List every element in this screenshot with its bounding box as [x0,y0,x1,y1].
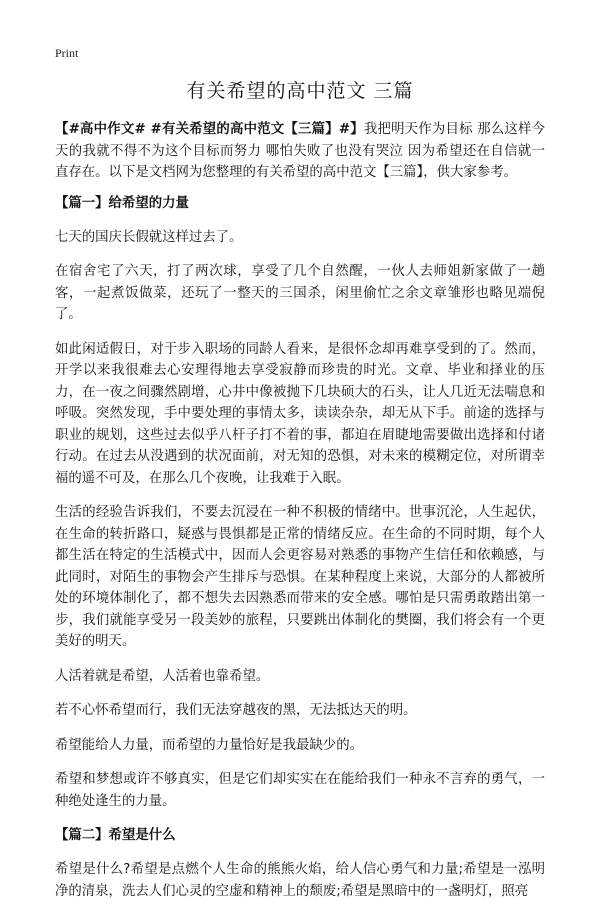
document-title: 有关希望的高中范文 三篇 [186,80,414,102]
section-heading-1: 【篇一】给希望的力量 [55,195,189,211]
document-body [55,119,545,915]
intro-text: 我把明天作为目标 那么这样今天的我就不得不为这个目标而努力 哪怕失败了也没有哭泣 因为希望还在自信就一直存在。以下是文档网为您整理的有关希望的高中范文【三篇】，供大家参考。 [55,122,545,180]
section-heading-2: 【篇二】希望是什么 [55,828,176,843]
paragraph: 希望能给人力量，而希望的力量恰好是我最缺少的。 [55,737,363,753]
paragraph: 生活的经验告诉我们，不要去沉浸在一种不积极的情绪中。世事沉沦，人生起伏，在生命的转折路口，疑惑与畏惧都是正常的情绪反应。在生命的不同时期，每个人都生活在特定的生活模式中，因而人会更容易对熟悉的事物产生信任和依赖感，与此同时，对陌生的事物会产生排斥与恐惧。在某种程度上来说，大部分的人都被所处的环境体制化了，都不想失去因熟悉而带来的安全感。哪怕是只需勇敢踏出第一步，我们就能享受另一段美妙的旅程，只要跳出体制化的樊圈，我们将会有一个更美好的明天。 [55,505,545,649]
paragraph: 希望是什么?希望是点燃个人生命的熊熊火焰，给人信心勇气和力量;希望是一泓明净的清泉，洗去人们心灵的空虚和精神上的颓废;希望是黑暗中的一盏明灯，照亮 [55,862,545,899]
paragraph: 若不心怀希望而行，我们无法穿越夜的黑，无法抵达天的明。 [55,703,417,718]
paragraph: 人活着就是希望，人活着也靠希望。 [55,668,270,684]
paragraph: 如此闲适假日，对于步入职场的同龄人看来，是很怀念却再难享受到的了。然而，开学以来我很难去心安理得地去享受寂静而珍贵的时光。文章、毕业和择业的压力，在一夜之间骤然剧增，心井中像被抛下几块硕大的石头，让人几近无法喘息和呼吸。突然发现，手中要处理的事情太多，读读杂杂，却无从下手。前途的选择与职业的规划，这些过去似乎八杆子打不着的事，都迫在眉睫地需要做出选择和付诸行动。在过去从没遇到的状况面前，对无知的恐惧，对未来的模糊定位，对所谓幸福的遥不可及，在那么几个夜晚，让我难于入眠。 [55,341,545,486]
intro-paragraph [55,119,545,184]
print-label[interactable]: Print [55,46,79,60]
paragraph: 希望和梦想或许不够真实，但是它们却实实在在能给我们一种永不言弃的勇气，一种绝处逢生的力量。 [55,772,545,809]
paragraph: 七天的国庆长假就这样过去了。 [55,229,243,245]
intro-tag: 【#高中作文# #有关希望的高中范文【三篇】#】 [55,122,364,137]
paragraph: 在宿舍宅了六天，打了两次球，享受了几个自然醒，一伙人去师姐新家做了一趟客，一起煮饭做菜，还玩了一整天的三国杀，闲里偷忙之余文章雏形也略见端倪了。 [55,264,545,322]
